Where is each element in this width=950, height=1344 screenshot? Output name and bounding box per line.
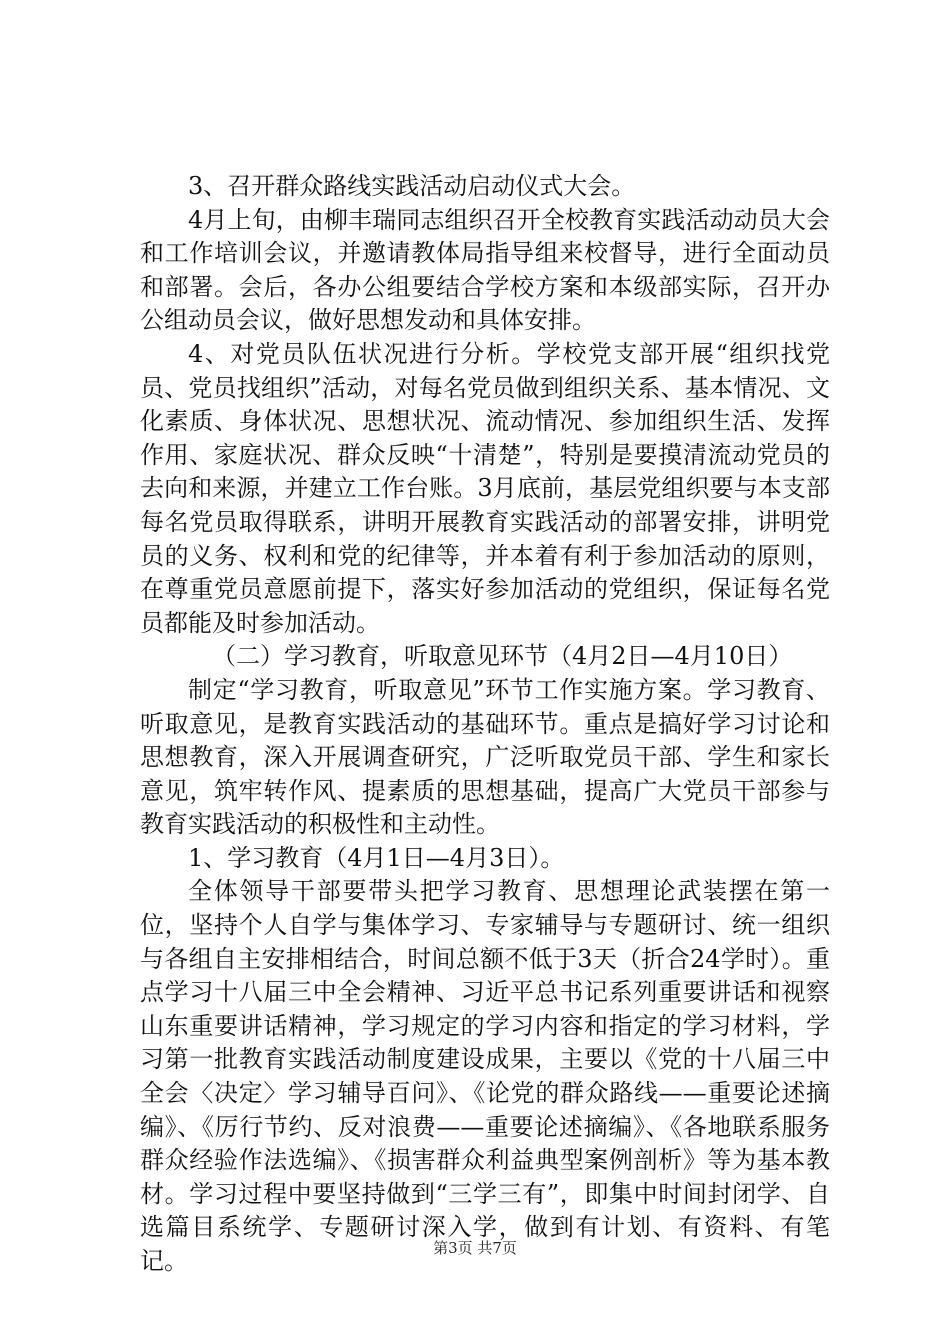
document-body — [140, 170, 830, 1279]
paragraph-party-member-analysis: 4、对党员队伍状况进行分析。学校党支部开展“组织找党员、党员找组织”活动，对每名党员做到组织关系、基本情况、文化素质、身体状况、思想状况、流动情况、参加组织生活、发挥作用、家庭状况、群众反映“十清楚”，特别是要摸清流动党员的去向和来源，并建立工作台账。3月底前，基层党组织要与本支部每名党员取得联系，讲明开展教育实践活动的部署安排，讲明党员的义务、权利和党的纪律等，并本着有利于参加活动的原则，在尊重党员意愿前提下，落实好参加活动的党组织，保证每名党员都能及时参加活动。 — [140, 339, 830, 637]
paragraph-study-requirements: 全体领导干部要带头把学习教育、思想理论武装摆在第一位，坚持个人自学与集体学习、专家辅导与专题研讨、统一组织与各组自主安排相结合，时间总额不低于3天（折合24学时）。重点学习十八届三中全会精神、习近平总书记系列重要讲话和视察山东重要讲话精神，学习规定的学习内容和指定的学习材料，学习第一批教育实践活动制度建设成果，主要以《党的十八届三中全会〈决定〉学习辅导百问》、《论党的群众路线——重要论述摘编》、《厉行节约、反对浪费——重要论述摘编》、《各地联系服务群众经验作法选编》、《损害群众利益典型案例剖析》等为基本教材。学习过程中要坚持做到“三学三有”，即集中时间封闭学、自选篇目系统学、专题研讨深入学，做到有计划、有资料、有笔记。 — [140, 877, 830, 1275]
page-number-footer: 第3页 共7页 — [433, 1239, 517, 1257]
paragraph-item-1-heading: 1、学习教育（4月1日—4月3日）。 — [188, 843, 565, 872]
paragraph-section-2-plan: 制定“学习教育，听取意见”环节工作实施方案。学习教育、听取意见，是教育实践活动的基础环节。重点是搞好学习讨论和思想教育，深入开展调查研究，广泛听取党员干部、学生和家长意见，筑牢转作风、提素质的思想基础，提高广大党员干部参与教育实践活动的积极性和主动性。 — [140, 675, 830, 839]
paragraph-section-2-heading: （二）学习教育，听取意见环节（4月2日—4月10日） — [212, 642, 793, 671]
paragraph-meeting-arrangement: 4月上旬，由柳丰瑞同志组织召开全校教育实践活动动员大会和工作培训会议，并邀请教体局指导组来校督导，进行全面动员和部署。会后，各办公组要结合学校方案和本级部实际，召开办公组动员会议，做好思想发动和具体安排。 — [140, 205, 830, 335]
paragraph-item-3-heading: 3、召开群众路线实践活动启动仪式大会。 — [188, 172, 636, 200]
